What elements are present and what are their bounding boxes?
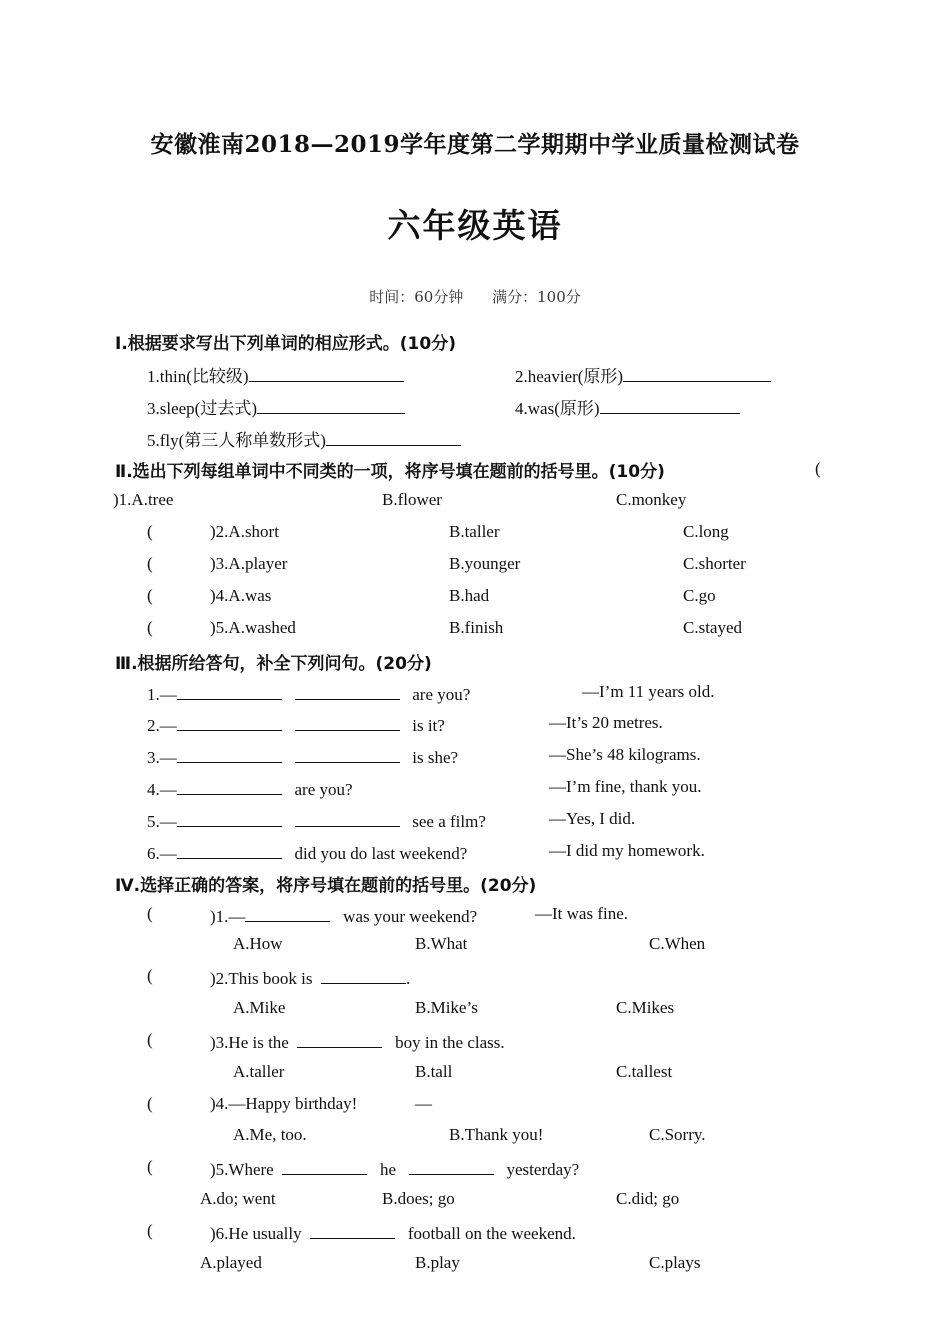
s2-q2-option-c: C.long [683,522,729,541]
s4-q1-paren[interactable]: ( [147,904,153,923]
s3-q6-answer: —I did my homework. [549,841,705,860]
s2-q2-option-a: )2.A.short [210,522,279,541]
s3-q4-blank-1[interactable] [177,777,282,795]
s4-q5-stem: )5.Where he yesterday? [210,1157,579,1180]
subject-title: 六年级英语 [387,206,563,245]
s4-q2-option-c: C.Mikes [616,998,675,1017]
s3-q1-blank-1[interactable] [177,682,282,700]
s3-q3-blank-1[interactable] [177,745,282,763]
s4-q4-option-b: B.Thank you! [449,1125,544,1144]
s3-q2-blank-1[interactable] [177,713,282,731]
s1-blank-2[interactable] [623,364,771,382]
s1-blank-1[interactable] [249,364,404,382]
s3-q5-answer: —Yes, I did. [549,809,636,828]
s4-q2-paren[interactable]: ( [147,966,153,985]
s4-q2-blank[interactable] [321,966,406,984]
s2-q2-option-b: B.taller [449,522,500,541]
s4-q3-option-a: A.taller [233,1062,285,1081]
s4-q6-option-b: B.play [415,1253,460,1272]
full-score: 满分：100分 [492,288,581,306]
section1-heading: Ⅰ.根据要求写出下列单词的相应形式。(10分) [115,334,456,354]
s2-q4-option-c: C.go [683,586,716,605]
section2-heading: Ⅱ.选出下列每组单词中不同类的一项，将序号填在题前的括号里。(10分) [115,462,665,482]
s2-q4-option-b: B.had [449,586,490,605]
s2-q4-paren[interactable]: ( [147,586,153,605]
s4-q3-option-b: B.tall [415,1062,453,1081]
s3-q6: 6.— did you do last weekend? [147,841,467,864]
s3-q3: 3.— is she? [147,745,458,768]
s3-q5-blank-2[interactable] [295,809,400,827]
s2-q3-paren[interactable]: ( [147,554,153,573]
s3-q5-blank-1[interactable] [177,809,282,827]
s2-q3-option-a: )3.A.player [210,554,288,573]
s3-q2: 2.— is it? [147,713,445,736]
s4-q4-paren[interactable]: ( [147,1094,153,1113]
s4-q4-stem: )4.—Happy birthday! [210,1094,358,1113]
s4-q5-option-c: C.did; go [616,1189,680,1208]
s1-item-1: 1.thin(比较级) [147,362,404,387]
section4-heading: Ⅳ.选择正确的答案，将序号填在题前的括号里。(20分) [115,876,537,896]
s2-q2-paren[interactable]: ( [147,522,153,541]
s4-q1-option-c: C.When [649,934,706,953]
s3-q6-blank-1[interactable] [177,841,282,859]
s3-q1: 1.— are you? [147,682,470,705]
s4-q2-option-a: A.Mike [233,998,286,1017]
s4-q4-option-c: C.Sorry. [649,1125,706,1144]
s4-q2-stem: )2.This book is . [210,966,410,989]
exam-info [0,286,950,307]
s2-q3-option-c: C.shorter [683,554,746,573]
s4-q6-blank[interactable] [310,1221,395,1239]
s4-q3-paren[interactable]: ( [147,1030,153,1049]
s4-q6-option-c: C.plays [649,1253,701,1272]
s2-q5-paren[interactable]: ( [147,618,153,637]
s4-q4-reply: — [415,1094,432,1113]
s4-q6-stem: )6.He usually football on the weekend. [210,1221,576,1244]
section3-heading: Ⅲ.根据所给答句，补全下列问句。(20分) [115,654,432,674]
s4-q3-option-c: C.tallest [616,1062,673,1081]
s4-q5-option-a: A.do; went [200,1189,276,1208]
s4-q5-blank-1[interactable] [282,1157,367,1175]
s1-item-2: 2.heavier(原形) [515,362,771,387]
s2-q3-option-b: B.younger [449,554,521,573]
s1-item-4: 4.was(原形) [515,394,740,419]
s2-q4-option-a: )4.A.was [210,586,272,605]
time-limit: 时间：60分钟 [369,288,464,306]
s4-q3-stem: )3.He is the boy in the class. [210,1030,505,1053]
s3-q5: 5.— see a film? [147,809,486,832]
s2-q5-option-a: )5.A.washed [210,618,296,637]
s3-q2-blank-2[interactable] [295,713,400,731]
s1-blank-3[interactable] [257,396,405,414]
s4-q1-option-a: A.How [233,934,283,953]
s2-q1-option-b: B.flower [382,490,442,509]
s3-q2-answer: —It’s 20 metres. [549,713,663,732]
exam-title: 安徽淮南2018—2019学年度第二学期期中学业质量检测试卷 [150,131,800,158]
s4-q5-option-b: B.does; go [382,1189,455,1208]
s4-q5-paren[interactable]: ( [147,1157,153,1176]
s4-q1-blank[interactable] [245,904,330,922]
s1-blank-5[interactable] [326,428,461,446]
s2-q5-option-b: B.finish [449,618,504,637]
s4-q1-reply: —It was fine. [535,904,629,923]
s3-q3-blank-2[interactable] [295,745,400,763]
s2-q1-paren: ( [815,459,821,478]
s2-q1-option-c: C.monkey [616,490,687,509]
s3-q3-answer: —She’s 48 kilograms. [549,745,701,764]
s3-q4: 4.— are you? [147,777,353,800]
s3-q1-blank-2[interactable] [295,682,400,700]
s4-q3-blank[interactable] [297,1030,382,1048]
s4-q5-blank-2[interactable] [409,1157,494,1175]
s4-q1-stem: )1.— was your weekend? [210,904,477,927]
s3-q4-answer: —I’m fine, thank you. [549,777,702,796]
s4-q6-paren[interactable]: ( [147,1221,153,1240]
s1-item-5: 5.fly(第三人称单数形式) [147,426,461,451]
s4-q1-option-b: B.What [415,934,468,953]
s4-q2-option-b: B.Mike’s [415,998,478,1017]
s4-q4-option-a: A.Me, too. [233,1125,307,1144]
s3-q1-answer: —I’m 11 years old. [582,682,715,701]
s1-blank-4[interactable] [600,396,740,414]
s2-q5-option-c: C.stayed [683,618,743,637]
s2-q1-option-a: )1.A.tree [113,490,174,509]
s4-q6-option-a: A.played [200,1253,262,1272]
s1-item-3: 3.sleep(过去式) [147,394,405,419]
